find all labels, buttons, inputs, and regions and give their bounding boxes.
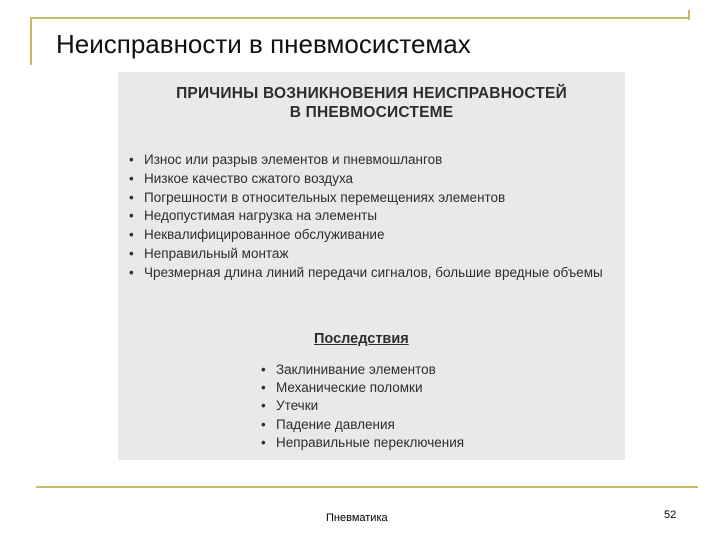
effects-list [258, 361, 464, 452]
cause-text: Износ или разрыв элементов и пневмошлангов [144, 152, 443, 167]
bullet-icon: • [129, 227, 134, 243]
causes-heading-line-2: В ПНЕВМОСИСТЕМЕ [289, 104, 454, 121]
bullet-icon: • [261, 398, 266, 414]
top-decorative-rule [30, 17, 690, 19]
bottom-decorative-rule [36, 486, 698, 488]
footer-label: Пневматика [326, 512, 388, 524]
cause-text: Чрезмерная длина линий передачи сигналов, большие вредные объемы [144, 264, 603, 280]
right-decorative-tick [688, 10, 690, 20]
cause-text: Неправильный монтаж [144, 245, 289, 261]
effect-text: Заклинивание элементов [276, 362, 436, 377]
bullet-icon: • [261, 416, 266, 432]
page-number: 52 [664, 509, 677, 521]
bullet-icon: • [129, 189, 134, 205]
list-item [258, 434, 464, 452]
bullet-icon: • [129, 208, 134, 224]
cause-text: Погрешности в относительных перемещениях элементов [144, 189, 506, 205]
list-item [126, 151, 616, 170]
left-decorative-rule [30, 17, 32, 65]
list-item [126, 189, 616, 208]
list-item [126, 170, 616, 189]
list-item [126, 264, 616, 283]
cause-text: Неквалифицированное обслуживание [144, 227, 385, 243]
scanned-page-image [118, 72, 625, 460]
bullet-icon: • [261, 362, 266, 377]
causes-list [126, 151, 616, 283]
effect-text: Неправильные переключения [276, 434, 465, 450]
bullet-icon: • [261, 434, 266, 450]
bullet-icon: • [129, 170, 134, 186]
effect-text: Падение давления [276, 416, 395, 432]
slide-title: Неисправности в пневмосистемах [56, 29, 471, 59]
bullet-icon: • [129, 152, 134, 167]
list-item [258, 361, 464, 379]
effect-text: Утечки [276, 398, 319, 414]
list-item [126, 245, 616, 264]
cause-text: Недопустимая нагрузка на элементы [144, 208, 378, 224]
list-item [258, 397, 464, 415]
list-item [258, 416, 464, 434]
list-item [258, 379, 464, 397]
bullet-icon: • [129, 264, 134, 280]
bullet-icon: • [129, 245, 134, 261]
causes-heading-line-1: ПРИЧИНЫ ВОЗНИКНОВЕНИЯ НЕИСПРАВНОСТЕЙ [176, 85, 567, 102]
cause-text: Низкое качество сжатого воздуха [144, 170, 354, 186]
effects-heading: Последствия [314, 331, 409, 347]
effect-text: Механические поломки [276, 380, 423, 396]
list-item [126, 226, 616, 245]
causes-heading [118, 84, 625, 122]
bullet-icon: • [261, 380, 266, 396]
list-item [126, 207, 616, 226]
